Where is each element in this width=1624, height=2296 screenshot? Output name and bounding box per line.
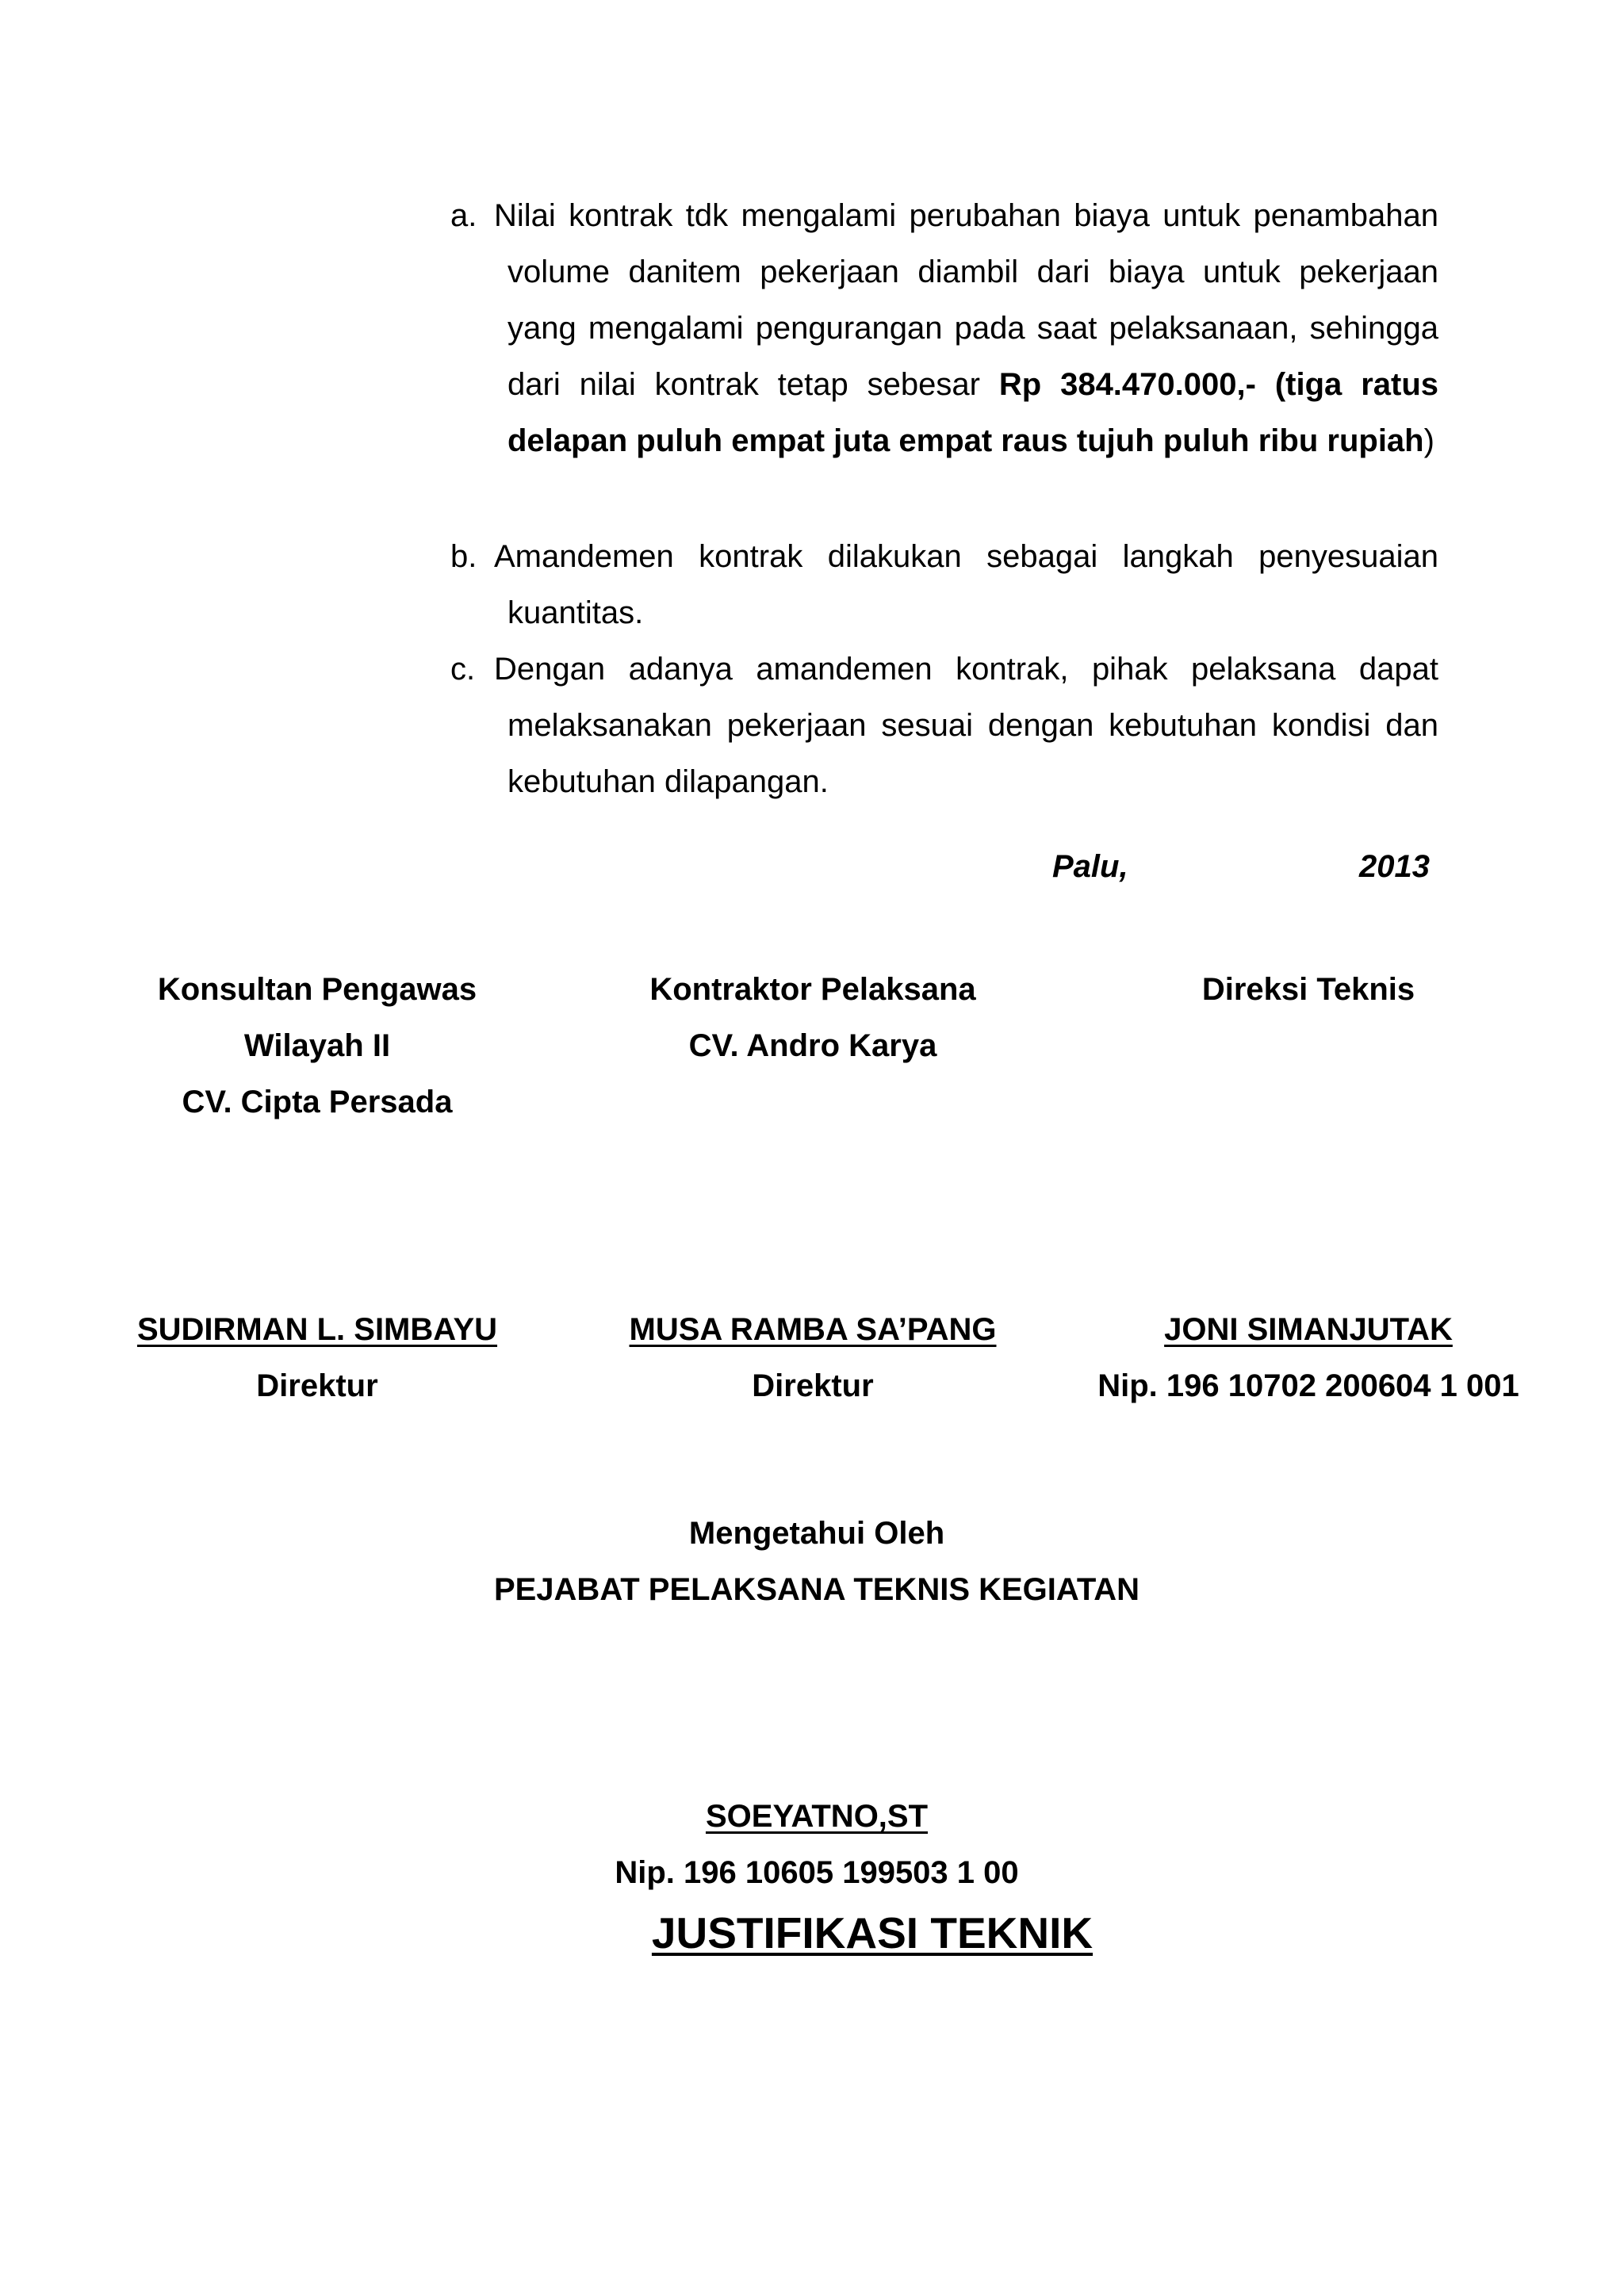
signatory-2-company: CV. Andro Karya [688,1028,937,1063]
contract-value: Rp 384.470.000,- (tiga ratus delapan puluh empat juta empat raus tujuh puluh ribu rupiah [508,367,1439,458]
list-item-text: Amandemen kontrak dilakukan sebagai langkah penyesuaian kuantitas. [494,539,1438,630]
signatory-1-region: Wilayah II [243,1028,391,1063]
place-label: Palu, [1052,849,1128,884]
signatory-3-name: JONI SIMANJUTAK [1164,1312,1453,1347]
list-item-c [450,641,1438,810]
list-item-text: Dengan adanya amandemen kontrak, pihak pelaksana dapat melaksanakan pekerjaan sesuai dengan kebutuhan kondisi dan kebutuhan dilapangan. [494,652,1438,799]
approval-nip: Nip. 196 10605 199503 1 00 [615,1855,1019,1890]
signatory-2-role: Kontraktor Pelaksana [649,972,976,1007]
list-marker: c. [450,652,476,687]
list-marker: a. [450,198,477,233]
signatory-2-title: Direktur [752,1368,874,1403]
signatory-2-name: MUSA RAMBA SA’PANG [629,1312,997,1347]
list-marker: b. [450,539,477,574]
approval-heading: Mengetahui Oleh [688,1516,945,1551]
signatory-3-role: Direksi Teknis [1201,972,1415,1007]
signatory-1-role: Konsultan Pengawas [157,972,477,1007]
signatory-1-company: CV. Cipta Persada [182,1085,453,1119]
signatory-1-name: SUDIRMAN L. SIMBAYU [136,1312,498,1347]
approval-name: SOEYATNO,ST [705,1799,929,1834]
section-heading: JUSTIFIKASI TEKNIK [651,1908,1094,1957]
approval-office: PEJABAT PELAKSANA TEKNIS KEGIATAN [493,1572,1140,1607]
list-item-text: Nilai kontrak tdk mengalami perubahan biaya untuk penambahan volume danitem pekerjaan diambil dari biaya untuk pekerjaan yang mengalami pengurangan pada saat pelaksanaan, sehingga dari nilai kontrak tetap sebesar Rp 384.470.000,- (tiga ratus delapan puluh empat juta empat raus tujuh puluh ribu rupiah) [494,198,1439,458]
list-item-b [450,529,1438,641]
signatory-1-title: Direktur [256,1368,378,1403]
year-label: 2013 [1359,849,1430,884]
list-item-a [450,188,1438,469]
signatory-3-nip: Nip. 196 10702 200604 1 001 [1097,1368,1519,1403]
